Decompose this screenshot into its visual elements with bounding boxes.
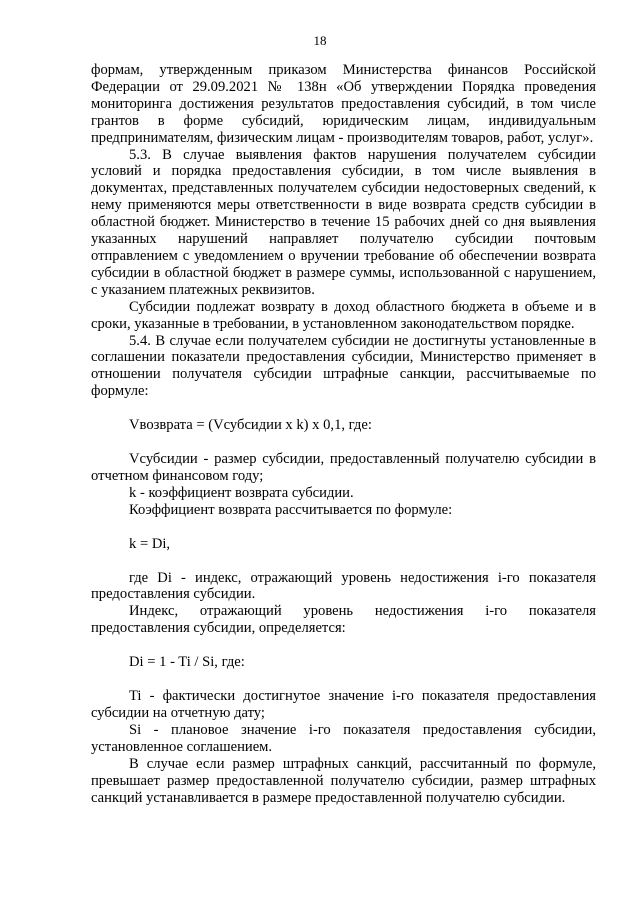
spacer (91, 434, 596, 451)
paragraph: формам, утвержденным приказом Министерства финансов Российской Федерации от 29.09.2021 № 138н «Об утверждении Порядка проведения мониторинга достижения результатов предоставления субсидий, в том числе грантов в форме субсидий, юридическим лицам, индивидуальным предпринимателям, физическим лицам - производителям товаров, работ, услуг». (91, 62, 596, 146)
paragraph: Si - плановое значение i-го показателя предоставления субсидии, установленное соглашением. (91, 721, 596, 755)
page-number: 18 (313, 33, 327, 48)
paragraph: где Di - индекс, отражающий уровень недостижения i-го показателя предоставления субсидии. (91, 569, 596, 603)
paragraph: 5.3. В случае выявления фактов нарушения получателем субсидии условий и порядка предоставления субсидии, в том числе выявления в документах, представленных получателем субсидии недостоверных сведений, к нему применяются меры ответственности в виде возврата средств субсидии в областной бюджет. Министерство в течение 15 рабочих дней со дня выявления указанных нарушений направляет получателю субсидии почтовым отправлением с уведомлением о вручении требование об обеспечении возврата субсидии в областной бюджет в размере суммы, использованной с нарушением, с указанием платежных реквизитов. (91, 146, 596, 298)
paragraph: Vсубсидии - размер субсидии, предоставленный получателю субсидии в отчетном финансовом году; (91, 451, 596, 484)
paragraph: 5.4. В случае если получателем субсидии не достигнуты установленные в соглашении показатели предоставления субсидии, Министерство применяет в отношении получателя субсидии штрафные санкции, рассчитываемые по формуле: (91, 332, 596, 400)
paragraph: Коэффициент возврата рассчитывается по формуле: (129, 501, 453, 518)
paragraph: k - коэффициент возврата субсидии. (129, 484, 354, 501)
formula-penalty: Vвозврата = (Vсубсидии x k) x 0,1, где: (129, 417, 372, 434)
spacer (91, 553, 596, 570)
formula-coefficient: k = Di, (129, 535, 171, 552)
document-body (91, 62, 596, 806)
spacer (91, 400, 596, 417)
paragraph: Субсидии подлежат возврату в доход областного бюджета в объеме и в сроки, указанные в требовании, в установленном законодательством порядке. (91, 298, 596, 332)
spacer (91, 671, 596, 688)
paragraph: Ti - фактически достигнутое значение i-го показателя предоставления субсидии на отчетную дату; (91, 688, 596, 721)
paragraph: Индекс, отражающий уровень недостижения i-го показателя предоставления субсидии, определяется: (91, 603, 596, 637)
spacer (91, 637, 596, 654)
spacer (91, 519, 596, 536)
paragraph: В случае если размер штрафных санкций, рассчитанный по формуле, превышает размер предоставленной получателю субсидии, размер штрафных санкций устанавливается в размере предоставленной получателю субсидии. (91, 755, 596, 806)
formula-index: Di = 1 - Ti / Si, где: (129, 654, 245, 671)
